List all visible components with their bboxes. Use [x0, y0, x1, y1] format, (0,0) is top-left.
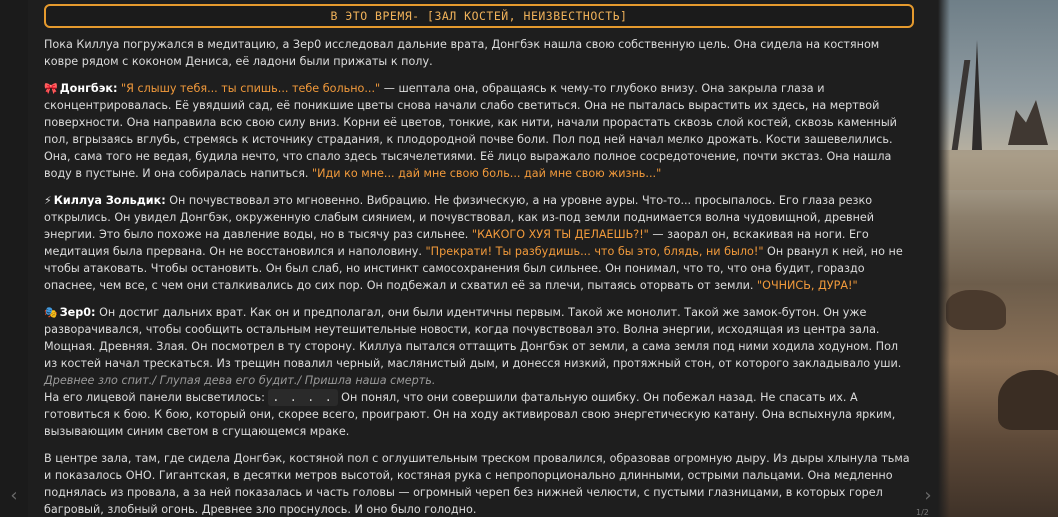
speaker-name: Зер0:: [59, 306, 96, 319]
narration-text: Он почувствовал это мгновенно. Вибрацию. Не физическую, а на уровне ауры. Что-то... просыпалось. Его глаза резко открылись. Он увидел Донгбэк, окруженную слабым сиянием, и почувствовал, как из-под земли поднимается волна чудовищной, древней энергии. Это было похоже на давление воды, но в тысячу раз сильнее.: [44, 194, 875, 241]
narration-text: Он понял, что они совершили фатальную ошибку. Он побежал назад. Не спасать их. А готовиться к бою. К бою, который они, скорее всего, проиграют. Он на ходу активировал свою энергетическую катану. Она вспыхнула ярким, вызывающим синим светом в сгущающемся мраке.: [44, 391, 896, 438]
background-art: [938, 0, 1058, 517]
paragraph-dongbaek: [44, 80, 914, 182]
dialogue-quote: "Я слышу тебя... ты спишь... тебе больно...": [121, 82, 381, 95]
ribbon-icon: 🎀: [44, 82, 58, 95]
ruin-spire: [952, 60, 971, 150]
next-swipe-button[interactable]: ›: [924, 485, 932, 506]
narration-text: — заорал он, вскакивая на ноги. Его медитация была прервана. Он не восстановился и наполовину.: [44, 228, 869, 258]
prev-swipe-button[interactable]: ‹: [10, 485, 18, 506]
paragraph-zer0: [44, 304, 914, 440]
narration-text: — шептала она, обращаясь к чему-то глубоко внизу. Она закрыла глаза и сконцентрировалась. Её увядший сад, её поникшие цветы снова начали слабо светиться. Она не пыталась вырастить их здесь, на мертвой поверхности. Она направила всю свою силу вниз. Корни её цветов, тонкие, как нити, начали прорастать сквозь слой костей, сквозь каменный пол, вгрызаясь вглубь, стремясь к источнику страдания, к плодородной почве боли. Пол под ней начал мелко дрожать. Кости зашевелились. Она, сама того не ведая, будила нечто, что спало здесь тысячелетиями. Её лицо выражало полное сосредоточение, почти экстаз. Она нашла воду в пустыне. И она собиралась напиться.: [44, 82, 897, 180]
paragraph-intro: Пока Киллуа погружался в медитацию, а Зер0 исследовал дальние врата, Донгбэк нашла свою собственную цель. Она сидела на костяном ковре рядом с коконом Дениса, её ладони были прижаты к полу.: [44, 38, 880, 68]
narration-text: Он достиг дальних врат. Как он и предполагал, они были идентичны первым. Такой же монолит. Такой же замок-бутон. Он уже разворачивался, чтобы сообщить остальным неутешительные новости, когда почувствовал это. Волна энергии, исходящая из центра зала. Мощная. Древняя. Злая. Он посмотрел в ту сторону. Киллуа пытался оттащить Донгбэк от земли, а сама земля под ними ходила ходуном. Пол из костей начал трескаться. Из трещин повалил черный, маслянистый дым, и донесся низкий, протяжный стон, от которого закладывало уши.: [44, 306, 902, 370]
foreground-rock: [998, 370, 1058, 430]
speaker-name: Киллуа Зольдик:: [53, 194, 166, 207]
dialogue-quote: "КАКОГО ХУЯ ТЫ ДЕЛАЕШЬ?!": [471, 228, 649, 241]
haiku-text: Древнее зло спит./ Глупая дева его будит./ Пришла наша смерть.: [44, 374, 436, 387]
chat-message-area: [28, 0, 938, 517]
narration-text: Он рванул к ней, но не чтобы атаковать. Чтобы остановить. Он был слаб, но инстинкт самосохранения был сильнее. Он понимал, что то, что она будит, гораздо опаснее, чем все, с чем они сталкивались до сих пор. Он подбежал и схватил её за плечи, пытаясь оторвать от земли.: [44, 245, 903, 292]
ruin-rocks: [1008, 95, 1048, 145]
left-gutter: [0, 0, 28, 517]
dialogue-quote: "Иди ко мне... дай мне свою боль... дай мне свою жизнь...": [312, 167, 662, 180]
foreground-rock: [946, 290, 1006, 330]
lightning-icon: ⚡: [44, 194, 52, 207]
paragraph-killua: [44, 192, 914, 294]
masks-icon: 🎭: [44, 306, 58, 319]
swipe-counter: 1/2: [916, 508, 929, 517]
dialogue-quote: "ОЧНИСЬ, ДУРА!": [757, 279, 858, 292]
ground-haze: [938, 150, 1058, 190]
scene-header: В ЭТО ВРЕМЯ- [ЗАЛ КОСТЕЙ, НЕИЗВЕСТНОСТЬ]: [44, 4, 914, 28]
face-panel-code: . . . .: [268, 389, 337, 406]
speaker-name: Донгбэк:: [59, 82, 118, 95]
dialogue-quote: "Прекрати! Ты разбудишь... что бы это, блядь, ни было!": [425, 245, 764, 258]
paragraph-awakening: В центре зала, там, где сидела Донгбэк, костяной пол с оглушительным треском провалился, образовав огромную дыру. Из дыры хлынула тьма и показалось ОНО. Гигантская, в десятки метров высотой, костяная рука с непропорционально длинными, острыми пальцами. Она медленно поднялась из провала, а за ней показалась и часть головы — огромный череп без нижней челюсти, с пустыми глазницами, в которых горел багровый, злобный огонь. Древнее зло проснулось. И оно было голодно.: [44, 452, 910, 516]
panel-fade: [938, 0, 950, 517]
message-content: [44, 36, 914, 517]
ruin-spire: [972, 40, 982, 150]
narration-text: На его лицевой панели высветилось:: [44, 391, 269, 404]
